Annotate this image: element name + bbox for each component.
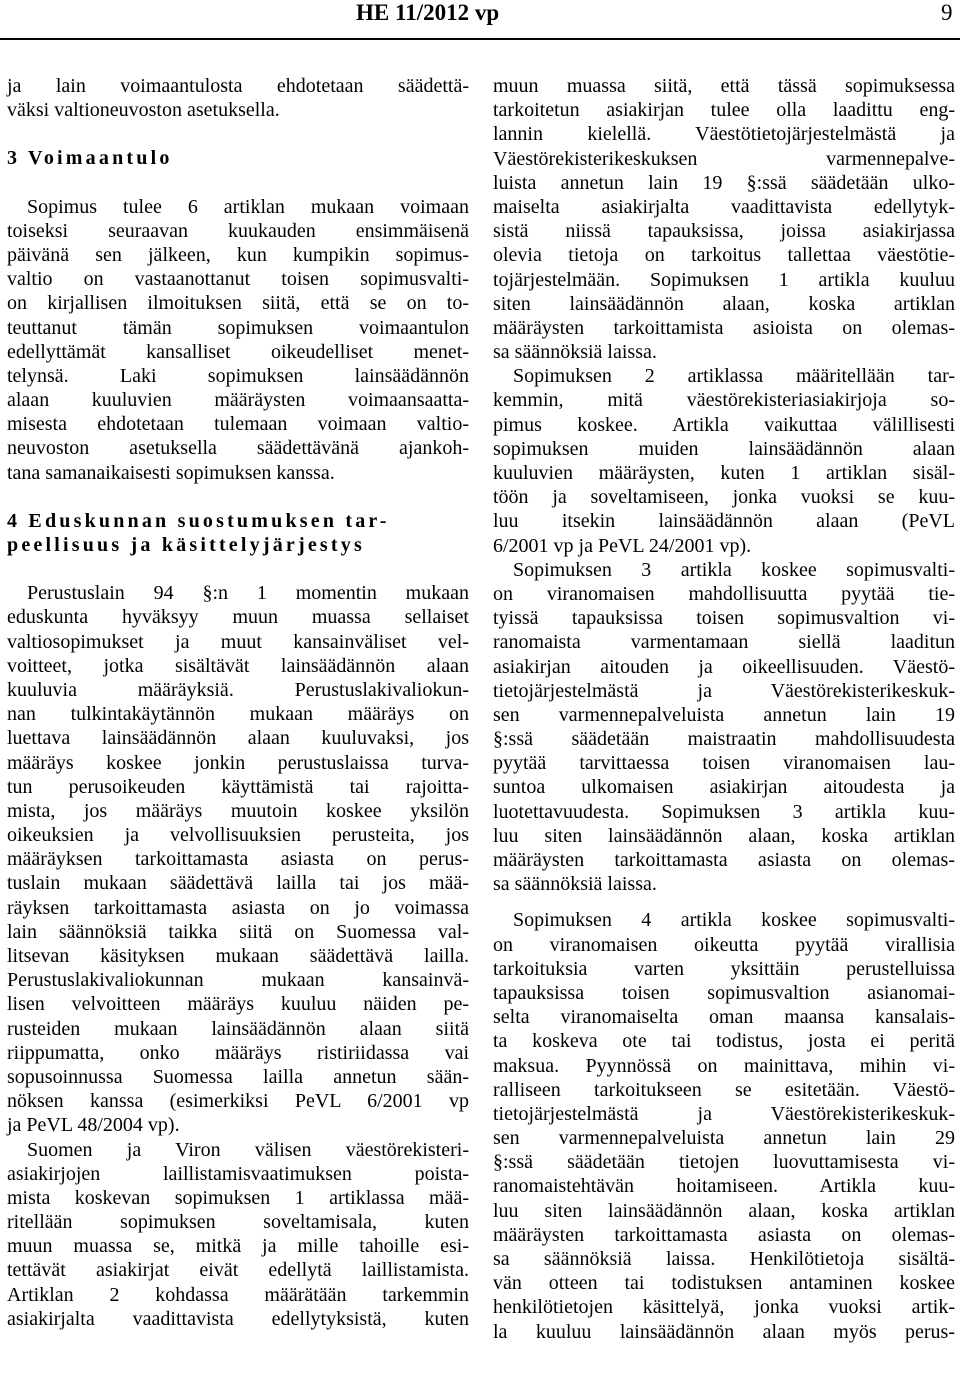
text-line: tuslain mukaan säädettävä lailla tai jos mää- (7, 872, 469, 895)
text-line: sopusoinnussa Suomessa lailla annetun sään- (7, 1065, 469, 1088)
text-line: Sopimuksen 2 artiklassa määritellään tar- (513, 365, 955, 388)
text-line: tarkoituksia varten yksittäin perustelluissa (493, 957, 955, 980)
text-line: valtio on vastaanottanut toisen sopimusvalti- (7, 268, 469, 291)
text-line: muun muassa siitä, että tässä sopimuksessa (493, 75, 955, 97)
text-line: toiseksi seuraavan kuukauden ensimmäisenä (7, 219, 469, 242)
text-line: määräysten tarkoittamista asioista on olemas- (493, 316, 955, 339)
text-line: päivänä sen jälkeen, kun kumpikin sopimus- (7, 243, 469, 266)
text-line: sistä niissä tapauksissa, joissa asiakirjassa (493, 220, 955, 243)
text-line: luu siten lainsäädännön alaan, koska artiklan (493, 824, 955, 847)
text-line: olevia tietoja on tarkoitus tallettaa väestötie- (493, 244, 955, 267)
text-line: on viranomaisen mahdollisuutta pyytää tie- (493, 582, 955, 605)
text-line: tapauksissa toisen sopimusvaltion asianomai- (493, 981, 955, 1004)
text-line: väksi valtioneuvoston asetuksella. (7, 99, 280, 122)
text-line: telynsä. Laki sopimuksen lainsäädännön (7, 364, 469, 387)
text-line: sen varmennepalveluista annetun lain 29 (493, 1127, 955, 1150)
section-heading: 3 Voimaantulo (7, 147, 173, 170)
text-line: la kuuluu lainsäädännön alaan myös perus- (493, 1320, 955, 1343)
left-column (7, 74, 469, 1331)
paragraph-gap (7, 485, 469, 509)
paragraph-gap (7, 122, 469, 146)
text-line: Sopimus tulee 6 artiklan mukaan voimaan (27, 195, 469, 218)
text-line: eduskunta hyväksyy muun muassa sellaiset (7, 606, 469, 629)
text-line: asiakirjojen laillistamisvaatimuksen poista- (7, 1162, 469, 1185)
text-line: tettävät asiakirjat eivät edellytä laillistamista. (7, 1259, 469, 1282)
text-line: asiakirjan aitouden ja oikeellisuuden. Väestö- (493, 655, 955, 678)
text-line: luu itsekin lainsäädännön alaan (PeVL (493, 510, 955, 533)
text-line: tun perusoikeuden käyttämistä tai rajoitta- (7, 775, 469, 798)
text-line: on viranomaisen oikeutta pyytää virallisia (493, 933, 955, 956)
text-line: lannin kielellä. Väestötietojärjestelmästä ja (493, 123, 955, 146)
text-line: 6/2001 vp ja PeVL 24/2001 vp). (493, 534, 752, 557)
paragraph-gap (7, 557, 469, 581)
text-line: tietojärjestelmästä ja Väestörekisterikeskuk- (493, 679, 955, 702)
text-line: ta koskeva ote tai todistus, josta ei peritä (493, 1030, 955, 1053)
page-header (0, 0, 960, 30)
text-line: töön ja soveltamiseen, jonka vuoksi se kuu- (493, 486, 955, 509)
text-line: Perustuslakivaliokunnan mukaan kansainvä- (7, 969, 469, 992)
text-line: sopimuksen muiden lainsäädännön alaan (493, 437, 955, 460)
text-line: asiakirjalta vaadittavista edellytyksistä, kuten (7, 1307, 469, 1330)
text-line: määräys koskee jonkin perustuslaissa turva- (7, 751, 469, 774)
text-line: sa säännöksiä laissa. (493, 341, 657, 364)
text-line: Väestörekisterikeskuksen varmennepalve- (493, 147, 955, 170)
text-line: lain säännöksiä taikka siitä on Suomessa val- (7, 920, 469, 943)
text-line: valtiosopimukset ja muut kansainväliset vel- (7, 630, 469, 653)
text-line: nöksen kanssa (esimerkiksi PeVL 6/2001 vp (7, 1090, 469, 1113)
text-line: sa säännöksiä laissa. Henkilötietoja sisältä- (493, 1248, 955, 1270)
text-line: §:ssä säädetään maistraatin mahdollisuudesta (493, 728, 955, 751)
text-line: riippumatta, onko määräys ristiriidassa vai (7, 1041, 469, 1064)
text-line: ralliseen tarkoitukseen se esitetään. Väestö- (493, 1078, 955, 1101)
text-line: pimus koskee. Artikla vaikuttaa välillisesti (493, 413, 955, 436)
text-line: rusteiden mukaan lainsäädännön alaan siitä (7, 1017, 469, 1040)
text-line: tietojärjestelmästä ja Väestörekisterikeskuk- (493, 1102, 955, 1125)
text-line: kuuluvia määräyksiä. Perustuslakivaliokun- (7, 678, 469, 701)
text-line: luista annetun lain 19 §:ssä säädetään ulko- (493, 171, 955, 194)
text-line: sen varmennepalveluista annetun lain 19 (493, 703, 955, 726)
text-line: Suomen ja Viron välisen väestörekisteri- (27, 1138, 469, 1161)
text-line: litsevan käsityksen mukaan säädettävä lailla. (7, 945, 469, 967)
text-line: mista, jos määräys muutoin koskee yksilön (7, 799, 469, 822)
text-line: määräysten tarkoittamasta asiasta on olemas- (493, 849, 955, 871)
text-line: ranomaista varmentamaan siellä laaditun (493, 631, 955, 654)
text-line: ritellään sopimuksen soveltamisala, kuten (7, 1211, 469, 1234)
text-line: tojärjestelmään. Sopimuksen 1 artikla kuuluu (493, 268, 955, 291)
text-line: ja lain voimaantulosta ehdotetaan säädettä- (7, 75, 469, 97)
text-line: §:ssä säädetään tietojen luovuttamisesta vi- (493, 1151, 955, 1174)
text-line: teuttanut tämän sopimuksen voimaantulon (7, 316, 469, 339)
text-line: muun muassa se, mitkä ja mille tahoille esi- (7, 1235, 469, 1258)
text-line: maksua. Pyynnössä on mainittava, mihin vi- (493, 1054, 955, 1077)
text-line: alaan kuuluvien määräysten voimaansaatta- (7, 389, 469, 412)
text-line: siten lainsäädännön alaan, koska artiklan (493, 292, 955, 315)
text-line: on kirjallisen ilmoituksen siitä, että se on to- (7, 292, 469, 315)
text-line: luotettavuudesta. Sopimuksen 3 artikla kuu- (493, 800, 955, 823)
text-line: misesta ehdotetaan tulemaan voimaan valtio- (7, 413, 469, 436)
text-line: ja PeVL 48/2004 vp). (7, 1114, 180, 1137)
section-heading: 4 Eduskunnan suostumuksen tar- (7, 509, 390, 532)
text-line: luettava lainsäädännön alaan kuuluvaksi, jos (7, 727, 469, 750)
header-rule (0, 38, 960, 40)
text-line: pyytää tarvittaessa toisen viranomaisen lau- (493, 752, 955, 775)
text-line: kemmin, mitä väestörekisteriasiakirjoja so- (493, 389, 955, 412)
text-line: luu siten lainsäädännön alaan, koska artiklan (493, 1199, 955, 1222)
text-line: henkilötietojen käsittelyä, jonka vuoksi artik- (493, 1296, 955, 1319)
text-line: lisen velvoitteen määräys kuuluu näiden pe- (7, 993, 469, 1016)
text-line: maiselta asiakirjalta vaadittavista edellytyk- (493, 195, 955, 218)
text-line: tana samanaikaisesti sopimuksen kanssa. (7, 461, 335, 484)
text-line: voitteet, jotka sisältävät lainsäädännön alaan (7, 654, 469, 677)
text-line: mista koskevan sopimuksen 1 artiklassa mää- (7, 1186, 469, 1209)
right-column (493, 74, 955, 1344)
text-line: suntoa ulkomaisen asiakirjan aitoudesta ja (493, 776, 955, 799)
text-line: oikeuksien ja velvollisuuksien perusteita, jos (7, 824, 469, 847)
text-line: räyksen tarkoittamasta asiasta on jo voimassa (7, 896, 469, 919)
text-line: Perustuslain 94 §:n 1 momentin mukaan (27, 582, 469, 605)
text-line: neuvoston asetuksella säädettävänä ajankoh- (7, 437, 469, 460)
document-id: HE 11/2012 vp (356, 0, 500, 25)
text-line: edellyttämät kansalliset oikeudelliset menet- (7, 340, 469, 363)
text-line: selta viranomaiselta oman maansa kansalais- (493, 1006, 955, 1029)
text-line: määräysten tarkoittamasta asiasta on olemas- (493, 1223, 955, 1246)
text-line: Sopimuksen 4 artikla koskee sopimusvalti- (513, 909, 955, 932)
text-line: tyissä tapauksissa toisen sopimusvaltion vi- (493, 607, 955, 630)
text-line: kuuluvien määräysten, kuten 1 artiklan sisäl- (493, 462, 955, 484)
text-line: ranomaistehtävän hoitamiseen. Artikla kuu- (493, 1175, 955, 1198)
text-line: tarkoitetun asiakirjan tulee olla laadittu eng- (493, 99, 955, 122)
section-heading: peellisuus ja käsittelyjärjestys (7, 534, 365, 556)
paragraph-gap (7, 171, 469, 195)
text-line: sa säännöksiä laissa. (493, 873, 657, 896)
paragraph-gap (493, 896, 955, 908)
text-line: Sopimuksen 3 artikla koskee sopimusvalti- (513, 558, 955, 581)
text-line: määräyksen tarkoittamasta asiasta on perus- (7, 848, 469, 871)
text-line: vän otteen tai todistuksen antaminen koskee (493, 1272, 955, 1295)
page-number: 9 (941, 0, 953, 25)
text-line: nan tulkintakäytännön mukaan määräys on (7, 703, 469, 726)
text-line: Artiklan 2 kohdassa määrätään tarkemmin (7, 1283, 469, 1306)
